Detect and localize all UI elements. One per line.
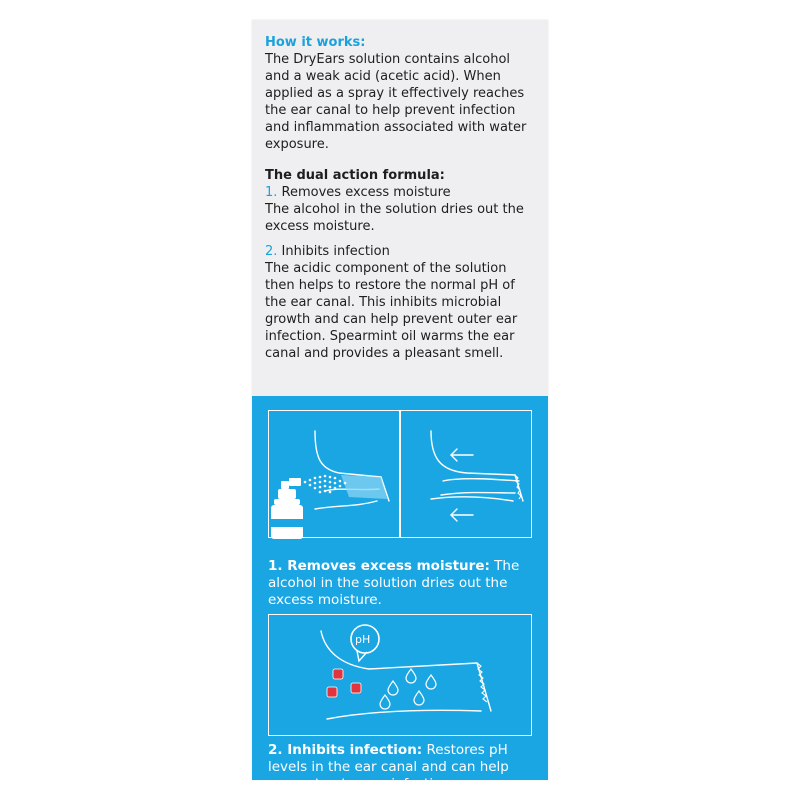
ph-label: pH <box>355 633 371 646</box>
dual-item-1-number: 1. <box>265 185 278 200</box>
dual-item-1-body: The alcohol in the solution dries out the excess moisture. <box>265 202 524 234</box>
dual-item-1-title <box>265 184 536 201</box>
caption-1-title: 1. Removes excess moisture: <box>268 558 490 574</box>
ph-illustration <box>268 614 532 736</box>
spray-ear-icon <box>269 411 401 539</box>
ear-canal-drying-icon <box>401 411 533 539</box>
caption-1-text: The alcohol in the solution dries out the excess moisture. <box>268 558 520 608</box>
dual-item-2-body: The acidic component of the solution then helps to restore the normal pH of the ear canal. This inhibits microbial growth and can help prevent outer ear infection. Spearmint oil warms the ear canal and provides a pleasant smell. <box>265 261 518 361</box>
how-it-works-section <box>252 20 548 396</box>
caption-inhibits-infection <box>268 742 538 793</box>
dual-item-2-title <box>265 243 536 260</box>
illustration-section <box>252 396 548 792</box>
caption-2-title: 2. Inhibits infection: <box>268 742 423 758</box>
dual-item-2-label: Inhibits infection <box>281 244 390 259</box>
moisture-illustration <box>400 410 532 538</box>
product-info-panel <box>252 20 548 792</box>
ph-ear-canal-icon <box>269 615 533 737</box>
caption-2-text: Restores pH levels in the ear canal and can help prevent outer ear infection. <box>268 742 509 792</box>
how-it-works-heading: How it works: <box>265 35 366 50</box>
dual-action-heading: The dual action formula: <box>265 168 445 183</box>
how-it-works-body: The DryEars solution contains alcohol and a weak acid (acetic acid). When applied as a spray it effectively reaches the ear canal to help prevent infection and inflammation associated with water exposure. <box>265 52 527 152</box>
caption-removes-moisture <box>268 558 538 609</box>
dual-item-2-number: 2. <box>265 244 278 259</box>
dual-item-1-label: Removes excess moisture <box>281 185 451 200</box>
spray-illustration <box>268 410 400 538</box>
